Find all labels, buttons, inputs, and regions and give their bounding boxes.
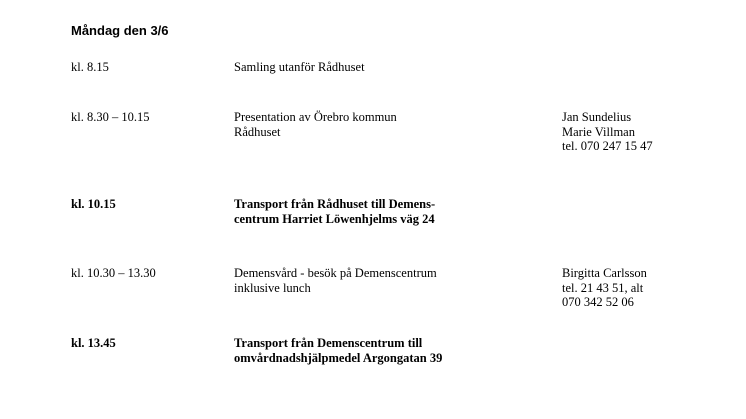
- row-activity: [234, 110, 397, 139]
- row-contact: [562, 110, 653, 154]
- row-time: kl. 10.30 – 13.30: [71, 266, 156, 280]
- row-time: kl. 13.45: [71, 336, 116, 350]
- contact-line: Marie Villman: [562, 124, 635, 139]
- activity-line: Samling utanför Rådhuset: [234, 60, 365, 74]
- row-time: kl. 8.30 – 10.15: [71, 110, 150, 124]
- activity-line: Transport från Demenscentrum till: [234, 336, 423, 350]
- row-activity: [234, 60, 365, 75]
- activity-line: inklusive lunch: [234, 280, 311, 295]
- contact-line: 070 342 52 06: [562, 295, 634, 309]
- contact-line: Birgitta Carlsson: [562, 266, 647, 280]
- activity-line: omvårdnadshjälpmedel Argongatan 39: [234, 350, 443, 365]
- row-activity: [234, 336, 442, 365]
- row-activity: [234, 197, 435, 226]
- activity-line: Rådhuset: [234, 124, 281, 139]
- contact-line: tel. 21 43 51, alt: [562, 280, 644, 295]
- day-heading: Måndag den 3/6: [71, 23, 169, 38]
- activity-line: Demensvård - besök på Demenscentrum: [234, 266, 437, 280]
- row-time: kl. 8.15: [71, 60, 109, 74]
- contact-line: tel. 070 247 15 47: [562, 139, 653, 153]
- row-time: kl. 10.15: [71, 197, 116, 211]
- activity-line: centrum Harriet Löwenhjelms väg 24: [234, 211, 435, 226]
- row-contact: [562, 266, 647, 310]
- activity-line: Presentation av Örebro kommun: [234, 110, 397, 124]
- contact-line: Jan Sundelius: [562, 110, 632, 124]
- row-activity: [234, 266, 437, 295]
- activity-line: Transport från Rådhuset till Demens-: [234, 197, 436, 211]
